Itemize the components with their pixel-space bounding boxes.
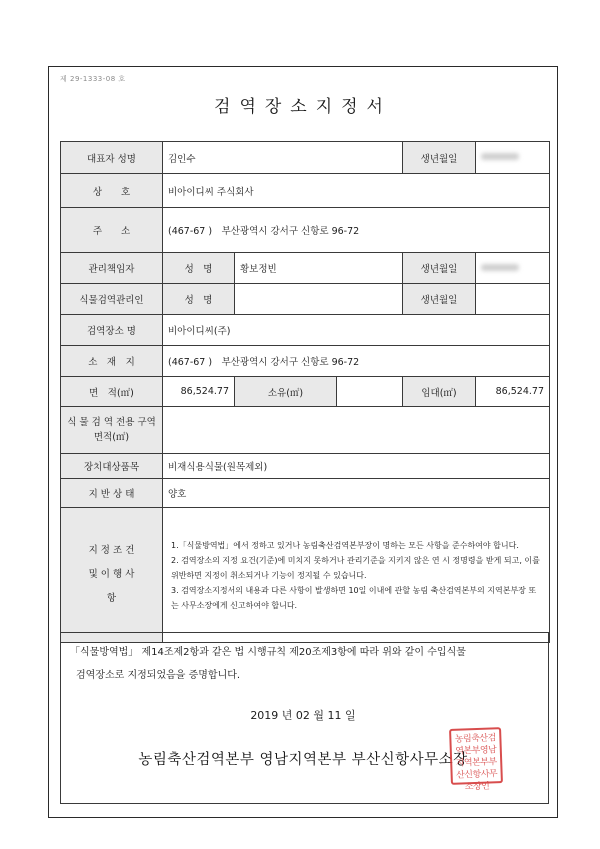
dedicated-area-value [163,407,550,454]
row-address [61,208,550,253]
place-name-value: 비아이디씨(주) [163,315,550,346]
certificate-table [60,141,550,643]
condition-item: 2. 검역장소의 지정 요건(기준)에 미치지 못하거나 관리기준을 지키지 않은 연 시 정명령을 받게 되고, 이를 위반하면 지정이 취소되거나 기능이 정지될 수 있습니다. [171,555,540,580]
representative-label: 대표자 성명 [61,142,163,174]
row-location [61,346,550,377]
violation-status-label: 지 반 상 태 [61,479,163,508]
plant-manager-name-value [235,284,403,315]
manager-birthdate-label: 생년월일 [403,253,476,284]
row-violation-status [61,479,550,508]
target-goods-label: 장치대상품목 [61,454,163,479]
plant-manager-birthdate-value [476,284,550,315]
trade-name-label: 상 호 [61,174,163,208]
row-area [61,377,550,407]
official-seal-stamp [449,727,503,793]
manager-name-value: 황보정빈 [235,253,403,284]
area-value: 86,524.77 [163,377,235,407]
representative-value: 김인수 [163,142,403,174]
place-name-label: 검역장소 명 [61,315,163,346]
issuer-name: 농림축산검역본부 영남지역본부 부산신항사무소장 [138,752,468,768]
seal-text: 농림축산검역본부영남지역본부부산신항사무소장인 [454,733,498,793]
plant-manager-label: 식물검역관리인 [61,284,163,315]
plant-manager-name-label: 성 명 [163,284,235,315]
row-representative [61,142,550,174]
row-target-goods [61,454,550,479]
birthdate-label: 생년월일 [403,142,476,174]
manager-label: 관리책임자 [61,253,163,284]
owned-label: 소유(㎡) [235,377,337,407]
condition-item: 3. 검역장소지정서의 내용과 다른 사항이 발생하면 10일 이내에 관할 농림 축산검역본부의 지역본부장 또는 사무소장에게 신고하여야 합니다. [171,585,537,610]
address-label: 주 소 [61,208,163,253]
plant-manager-birthdate-label: 생년월일 [403,284,476,315]
row-place-name [61,315,550,346]
target-goods-value: 비재식용식물(원목제외) [163,454,550,479]
statement-text [70,641,540,687]
manager-name-label: 성 명 [163,253,235,284]
statement-line-1: 「식물방역법」 제14조제2항과 같은 법 시행규칙 제20조제3항에 따라 위와 같이 수입식물 [70,647,466,658]
area-label: 면 적(㎡) [61,377,163,407]
address-value: (467-67 ) 부산광역시 강서구 신항로 96-72 [163,208,550,253]
statement-line-2: 검역장소로 지정되었음을 증명합니다. [76,670,241,681]
row-conditions [61,508,550,643]
violation-status-value: 양호 [163,479,550,508]
condition-item: 1.「식물방역법」에서 정하고 있거나 농림축산검역본부장이 명하는 모든 사항을 준수하여야 합니다. [171,540,519,550]
row-trade-name [61,174,550,208]
leased-label: 임대(㎡) [403,377,476,407]
conditions-label: 지 정 조 건 및 이 행 사 항 [61,508,163,643]
leased-value: 86,524.77 [476,377,550,407]
dedicated-area-label: 식 물 검 역 전용 구역 면적(㎡) [61,407,163,454]
conditions-cell [163,508,550,643]
manager-birthdate-redacted [476,253,550,284]
owned-value [337,377,403,407]
document-title: 검역장소지정서 [214,97,392,117]
row-dedicated-area [61,407,550,454]
form-number: 제 29-1333-08 호 [60,75,126,83]
location-value: (467-67 ) 부산광역시 강서구 신항로 96-72 [163,346,550,377]
row-plant-manager [61,284,550,315]
row-manager [61,253,550,284]
location-label: 소 재 지 [61,346,163,377]
trade-name-value: 비아이디씨 주식회사 [163,174,550,208]
conditions-list [171,538,541,613]
birthdate-redacted [476,142,550,174]
issue-date: 2019 년 02 월 11 일 [250,709,356,722]
